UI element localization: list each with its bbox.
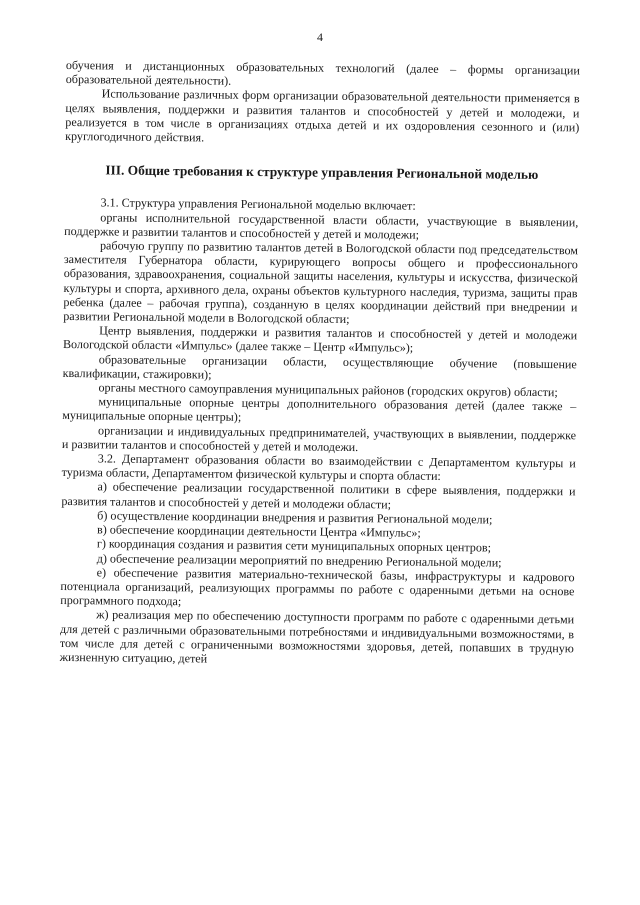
list-item: Центр выявления, поддержки и развития талантов и способностей у детей и молодежи Вологодской области «Импульс» (далее также – Центр «Импульс»); [62, 323, 578, 356]
paragraph: Использование различных форм организации образовательной деятельности применяется в целях выявления, поддержки и развития талантов и способностей у детей и молодежи, и реализуется в том числе в организациях отдыха детей и их оздоровления сезонного и (или) круглогодичного действия. [65, 86, 580, 145]
list-item: органы местного самоуправления муниципальных районов (городских округов) области; [98, 380, 558, 400]
list-item: ж) реализация мер по обеспечению доступности программ по работе с одаренными детьми для детей с различными образовательными потребностями и индивидуальными возможностями, в том числе для детей с ограниченными возможностями здоровья, детей, попавших в трудную жизненную ситуацию, детей [59, 607, 575, 666]
list-item: в) обеспечение координации деятельности Центра «Импульс»; [96, 522, 421, 540]
list-item: организации и индивидуальных предпринимателей, участвующих в выявлении, поддержке и развитии талантов и способностей у детей и молодежи. [61, 423, 577, 454]
list-item: д) обеспечение реализации мероприятий по внедрению Региональной модели; [96, 550, 502, 570]
list-item: б) осуществление координации внедрения и развития Региональной модели; [97, 508, 493, 527]
list-item: а) обеспечение реализации государственной политики в сфере выявления, поддержки и развития талантов и способностей у детей и молодежи области; [61, 479, 576, 512]
section-3-2-intro: 3.2. Департамент образования области во взаимодействии с Департаментом культуры и туризма области, Департаментом физической культуры и спорта области: [61, 451, 576, 484]
section-heading: III. Общие требования к структуре управления Региональной моделью [105, 162, 539, 183]
page-number: 4 [317, 30, 323, 44]
list-item: образовательные организации области, осуществляющие обучение (повышение квалификации, стажировки); [62, 352, 577, 382]
document-body [60, 58, 580, 669]
list-item: органы исполнительной государственной власти области, участвующие в выявлении, поддержке и развитии талантов и способностей у детей и молодежи; [64, 209, 579, 242]
list-item: рабочую группу по развитию талантов детей в Вологодской области под председательством заместителя Губернатора области, курирующего вопросы общего и профессионального образования, здравоохранения, социальной защиты населения, культуры и искусства, физической культуры и спорта, архивного дела, охраны объектов культурного наследия, туризма, защиты прав ребенка (далее – рабочая группа), созданную в целях координации действий при внедрении и развитии Региональной модели в Вологодской области; [63, 238, 579, 327]
list-item: е) обеспечение развития материально-технической базы, инфраструктуры и кадрового потенциала организаций, реализующих программы по работе с одаренными детьми на основе программного подхода; [60, 565, 575, 609]
section-3-1-intro: 3.1. Структура управления Региональной моделью включает: [100, 195, 416, 214]
list-item: муниципальные опорные центры дополнительного образования детей (далее также – муниципальные опорные центры); [62, 394, 577, 425]
paragraph: обучения и дистанционных образовательных технологий (далее – формы организации образовательной деятельности). [65, 58, 580, 88]
list-item: г) координация создания и развития сети муниципальных опорных центров; [96, 536, 492, 555]
